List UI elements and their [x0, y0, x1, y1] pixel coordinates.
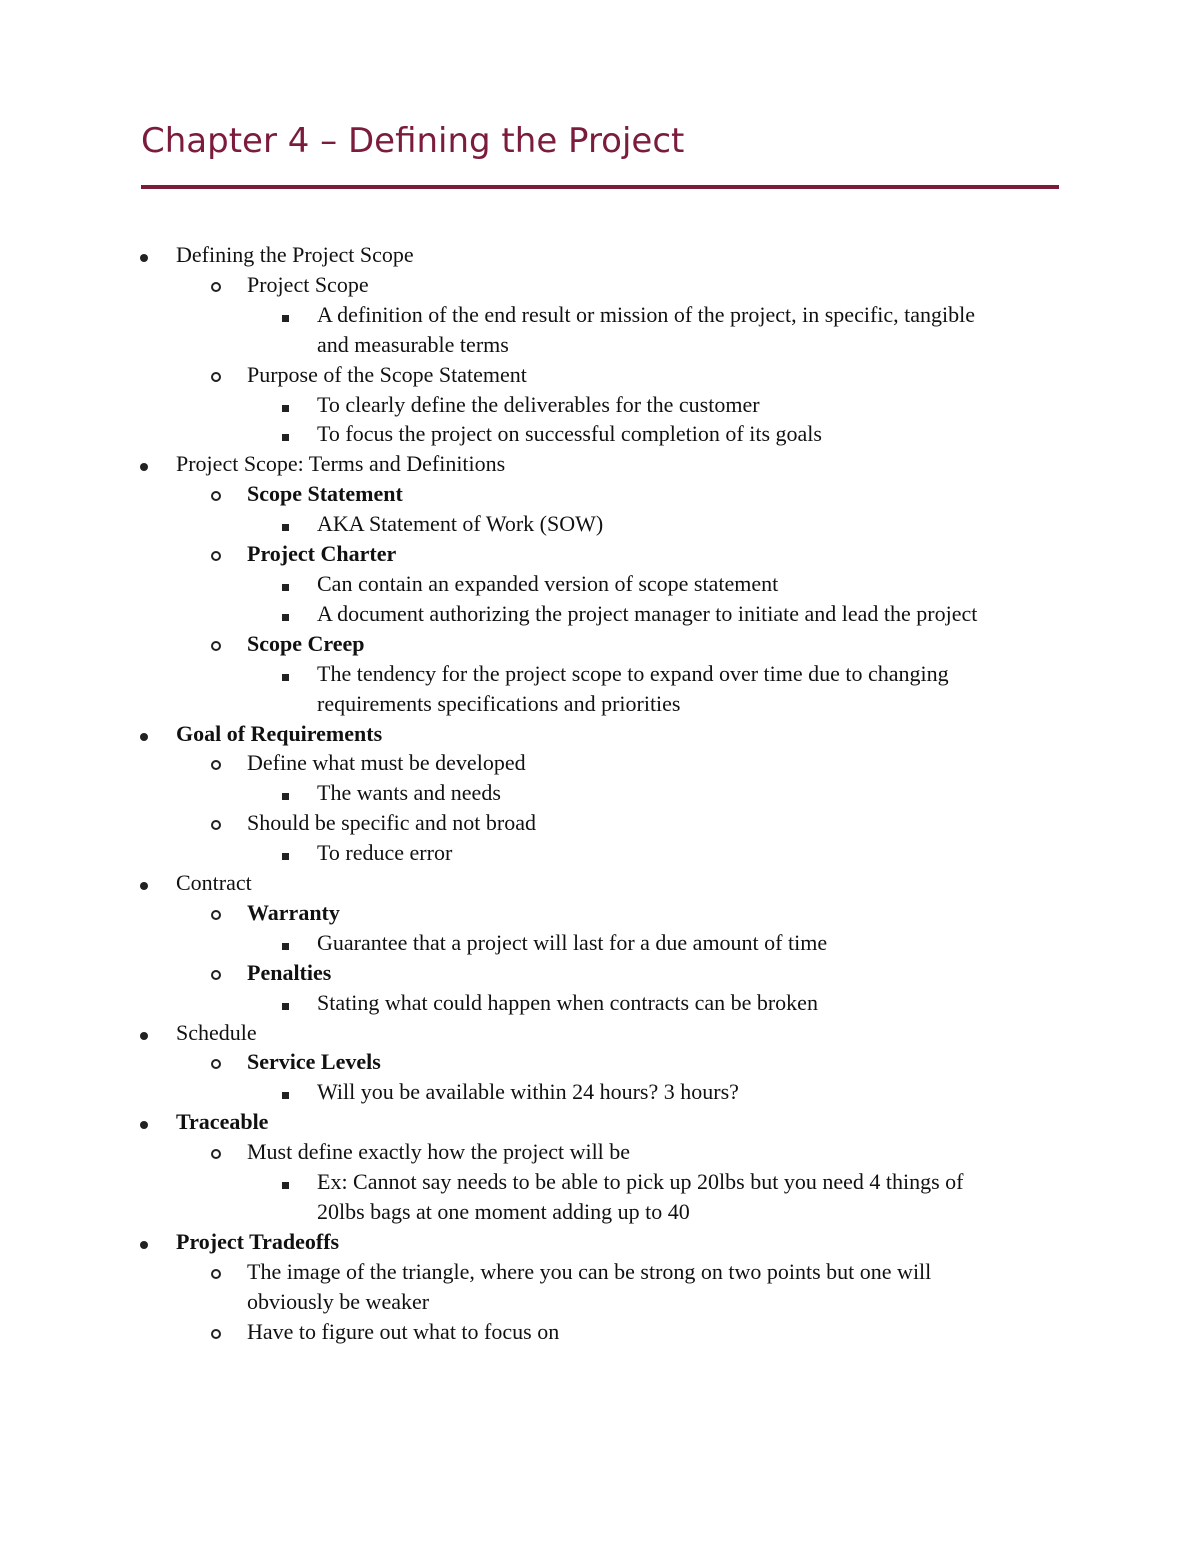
outline-item-level-3 — [0, 928, 1200, 958]
filled-bullet-icon — [140, 1032, 148, 1040]
outline-item-text: A document authorizing the project manager to initiate and lead the project — [317, 600, 978, 626]
outline-item-level-2 — [0, 748, 1200, 778]
filled-bullet-icon — [140, 733, 148, 741]
square-bullet-icon — [282, 434, 289, 441]
outline-item-text: Must define exactly how the project will be — [247, 1139, 631, 1165]
outline-item-text: Scope Statement — [247, 481, 403, 507]
hollow-bullet-icon — [211, 1149, 221, 1159]
hollow-bullet-icon — [211, 372, 221, 382]
outline-item-level-3 — [0, 1167, 1200, 1197]
outline-item-text: Traceable — [176, 1109, 269, 1135]
outline-item-level-2 — [0, 1287, 1200, 1317]
hollow-bullet-icon — [211, 1329, 221, 1339]
hollow-bullet-icon — [211, 1269, 221, 1279]
hollow-bullet-icon — [211, 970, 221, 980]
outline-item-text: Project Scope: Terms and Definitions — [176, 451, 506, 477]
square-bullet-icon — [282, 674, 289, 681]
outline-item-text: Ex: Cannot say needs to be able to pick up 20lbs but you need 4 things of — [317, 1169, 964, 1195]
outline-item-text: Contract — [176, 870, 252, 896]
outline-item-text: AKA Statement of Work (SOW) — [317, 511, 604, 537]
outline-item-text: and measurable terms — [317, 331, 509, 357]
outline-item-text: The tendency for the project scope to expand over time due to changing — [317, 660, 949, 686]
outline-item-text: Should be specific and not broad — [247, 810, 536, 836]
outline-item-text: A definition of the end result or mission of the project, in specific, tangible — [317, 301, 976, 327]
outline-item-level-2 — [0, 898, 1200, 928]
filled-bullet-icon — [140, 254, 148, 262]
hollow-bullet-icon — [211, 551, 221, 561]
square-bullet-icon — [282, 1182, 289, 1189]
square-bullet-icon — [282, 1003, 289, 1010]
outline-item-level-2 — [0, 270, 1200, 300]
outline-item-level-2 — [0, 1317, 1200, 1347]
outline-item-text: Define what must be developed — [247, 750, 526, 776]
outline-item-level-1 — [0, 449, 1200, 479]
outline-item-level-3 — [0, 988, 1200, 1018]
outline-item-text: Have to figure out what to focus on — [247, 1318, 560, 1344]
square-bullet-icon — [282, 793, 289, 800]
outline-item-text: obviously be weaker — [247, 1288, 430, 1314]
outline-item-level-1 — [0, 719, 1200, 749]
filled-bullet-icon — [140, 1241, 148, 1249]
outline-item-level-1 — [0, 1107, 1200, 1137]
outline-item-level-1 — [0, 1227, 1200, 1257]
outline-item-level-2 — [0, 1257, 1200, 1287]
hollow-bullet-icon — [211, 820, 221, 830]
outline-item-level-2 — [0, 629, 1200, 659]
outline-item-text: Defining the Project Scope — [176, 242, 414, 267]
outline-item-text: Stating what could happen when contracts can be broken — [317, 989, 818, 1015]
hollow-bullet-icon — [211, 641, 221, 651]
outline-item-text: Project Tradeoffs — [176, 1228, 340, 1254]
outline-item-text: Schedule — [176, 1019, 257, 1045]
outline-item-level-3 — [0, 689, 1200, 719]
outline-item-text: Purpose of the Scope Statement — [247, 361, 527, 387]
outline-item-level-2 — [0, 808, 1200, 838]
outline-item-text: Warranty — [247, 899, 340, 925]
outline-item-text: Goal of Requirements — [176, 720, 383, 746]
filled-bullet-icon — [140, 1121, 148, 1129]
outline-item-text: The wants and needs — [317, 780, 501, 806]
title-underline — [141, 185, 1059, 189]
outline-item-text: To focus the project on successful completion of its goals — [317, 421, 822, 447]
outline-item-level-3 — [0, 778, 1200, 808]
outline-item-level-3 — [0, 1197, 1200, 1227]
filled-bullet-icon — [140, 463, 148, 471]
page-title: Chapter 4 – Defining the Project — [141, 121, 685, 161]
outline-item-text: To reduce error — [317, 840, 453, 866]
square-bullet-icon — [282, 524, 289, 531]
outline-item-level-2 — [0, 479, 1200, 509]
outline-item-level-2 — [0, 360, 1200, 390]
outline-item-text: Can contain an expanded version of scope statement — [317, 570, 779, 596]
outline-item-text: Scope Creep — [247, 630, 365, 656]
outline-item-text: requirements specifications and priorities — [317, 690, 681, 716]
outline-item-level-3 — [0, 659, 1200, 689]
outline-item-level-2 — [0, 1047, 1200, 1077]
outline-item-level-2 — [0, 958, 1200, 988]
outline-item-text: The image of the triangle, where you can be strong on two points but one will — [247, 1258, 932, 1284]
filled-bullet-icon — [140, 882, 148, 890]
outline-item-level-3 — [0, 599, 1200, 629]
outline-item-text: Guarantee that a project will last for a due amount of time — [317, 929, 828, 955]
square-bullet-icon — [282, 614, 289, 621]
square-bullet-icon — [282, 315, 289, 322]
outline-item-level-3 — [0, 390, 1200, 420]
hollow-bullet-icon — [211, 491, 221, 501]
outline-item-level-1 — [0, 1018, 1200, 1048]
outline-item-level-2 — [0, 1137, 1200, 1167]
hollow-bullet-icon — [211, 282, 221, 292]
outline-item-level-1 — [0, 240, 1200, 270]
outline-item-text: Project Scope — [247, 271, 369, 297]
bullet-outline — [0, 240, 1200, 1347]
square-bullet-icon — [282, 584, 289, 591]
outline-item-level-3 — [0, 569, 1200, 599]
outline-item-text: Project Charter — [247, 541, 397, 567]
outline-item-level-1 — [0, 868, 1200, 898]
outline-item-level-3 — [0, 1077, 1200, 1107]
outline-item-level-3 — [0, 838, 1200, 868]
square-bullet-icon — [282, 943, 289, 950]
outline-item-level-3 — [0, 330, 1200, 360]
hollow-bullet-icon — [211, 1059, 221, 1069]
outline-item-level-3 — [0, 419, 1200, 449]
outline-item-text: Service Levels — [247, 1049, 381, 1075]
outline-item-level-2 — [0, 539, 1200, 569]
hollow-bullet-icon — [211, 910, 221, 920]
outline-item-level-3 — [0, 300, 1200, 330]
hollow-bullet-icon — [211, 760, 221, 770]
square-bullet-icon — [282, 1092, 289, 1099]
square-bullet-icon — [282, 405, 289, 412]
outline-item-text: To clearly define the deliverables for the customer — [317, 391, 760, 417]
outline-item-level-3 — [0, 509, 1200, 539]
outline-item-text: Will you be available within 24 hours? 3 hours? — [317, 1079, 739, 1105]
outline-item-text: Penalties — [247, 959, 332, 985]
square-bullet-icon — [282, 853, 289, 860]
outline-item-text: 20lbs bags at one moment adding up to 40 — [317, 1199, 690, 1224]
